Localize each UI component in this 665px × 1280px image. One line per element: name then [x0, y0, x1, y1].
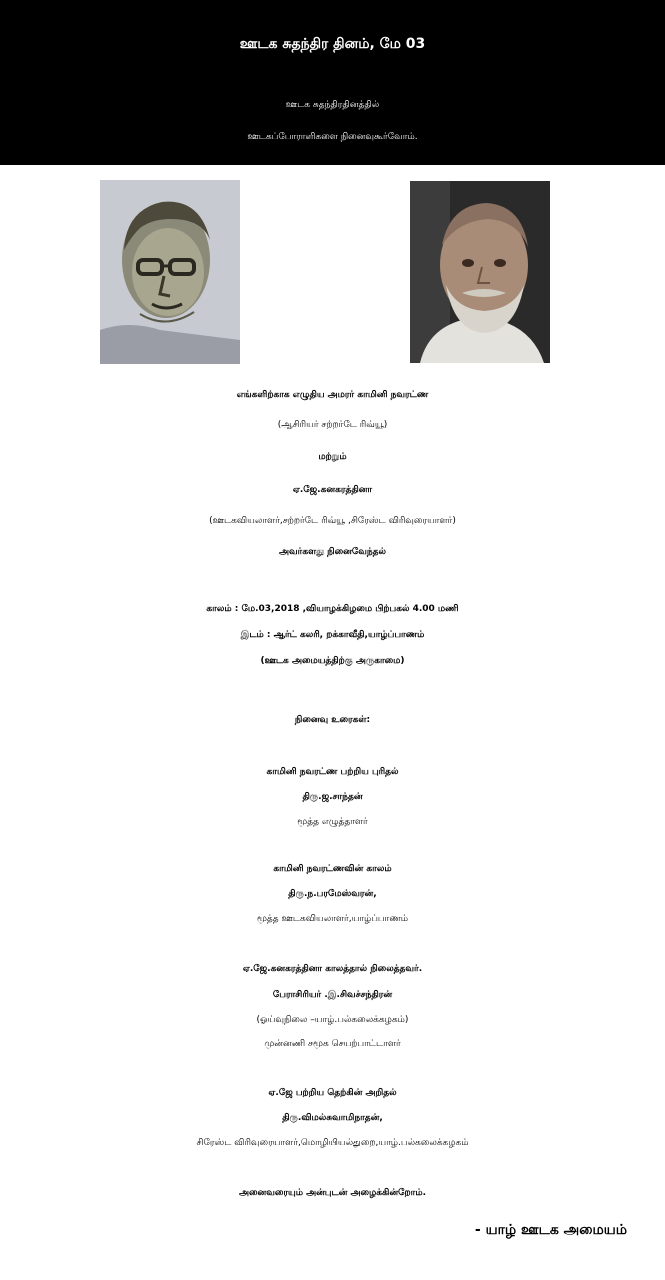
speech-2-speaker: திரு.ந.பரமேஸ்வரன், [288, 889, 377, 899]
portrait-right-photo [410, 181, 550, 363]
speech-2-role-1: மூத்த ஊடகவியலாளர்,யாழ்ப்பாணம் [256, 914, 409, 924]
speech-3-role-1: (ஓய்வுநிலை –யாழ்.பல்கலைக்கழகம்) [256, 1015, 409, 1025]
header-subtitle-line-2: ஊடகப்போராளிகளை நினைவுகூர்வோம். [247, 132, 418, 142]
speech-4-role-1: சிரேஸ்ட விரிவுரையாளர்,மொழியியல்துறை,யாழ்.பல்கலைக்கழகம் [196, 1138, 469, 1148]
intro-line-4: ஏ.ஜே.கனகரத்தினா [292, 485, 373, 495]
portrait-left-sketch [100, 180, 240, 364]
speech-4-topic: ஏ.ஜே பற்றிய தெற்கின் அறிதல் [268, 1088, 397, 1098]
speech-3-role-2: முன்னணி சமூக செயற்பாட்டாளர் [264, 1039, 401, 1049]
intro-line-2: (ஆசிரியர் சற்றர்டே ரிவ்யூ) [277, 420, 388, 430]
organizer-signature: - யாழ் ஊடக அமையம் [474, 1222, 627, 1238]
intro-line-5: (ஊடகவியலாளர்,சற்றர்டே ரிவ்யூ ,சிரேஸ்ட விரிவுரையாளர்) [209, 516, 456, 526]
page-title: ஊடக சுதந்திர தினம், மே 03 [239, 36, 426, 52]
intro-line-6: அவர்களது நினைவேந்தல் [279, 547, 386, 557]
speech-1-speaker: திரு.ஜ.சாந்தன் [302, 792, 363, 802]
speech-3-topic: ஏ.ஜே.கனகரத்தினா காலத்தால் நிலைத்தவர். [242, 964, 423, 974]
speech-4-speaker: திரு.விமல்சுவாமிநாதன், [282, 1113, 383, 1123]
portrait-left-image [100, 180, 240, 364]
intro-line-1: எங்களிற்காக எழுதிய அமரர் காமினி நவரட்ண [236, 390, 429, 400]
invitation-text: அனைவரையும் அன்புடன் அழைக்கின்றோம். [238, 1188, 427, 1198]
speech-3-speaker: பேராசிரியர் .இ.சிவச்சந்திரன் [272, 990, 393, 1000]
event-venue: இடம் : ஆர்ட் கலரி, றக்காவீதி,யாழ்ப்பாணம் [240, 630, 425, 640]
portrait-right-image [410, 181, 550, 363]
event-venue-note: (ஊடக அமையத்திற்கு அருகாமை) [260, 656, 405, 666]
intro-line-3: மற்றும் [318, 452, 347, 462]
speech-1-topic: காமினி நவரட்ண பற்றிய புரிதல் [266, 767, 399, 777]
speeches-heading: நினைவு உரைகள்: [294, 715, 371, 725]
speech-1-role-1: மூத்த எழுத்தாளர் [297, 817, 368, 827]
event-time: காலம் : மே.03,2018 ,வியாழக்கிழமை பிற்பகல் 4.00 மணி [206, 604, 459, 614]
header-subtitle-line-1: ஊடக சுதந்திரதினத்தில் [285, 100, 380, 110]
speech-2-topic: காமினி நவரட்ணவின் காலம் [273, 864, 392, 874]
header-banner [0, 0, 665, 165]
